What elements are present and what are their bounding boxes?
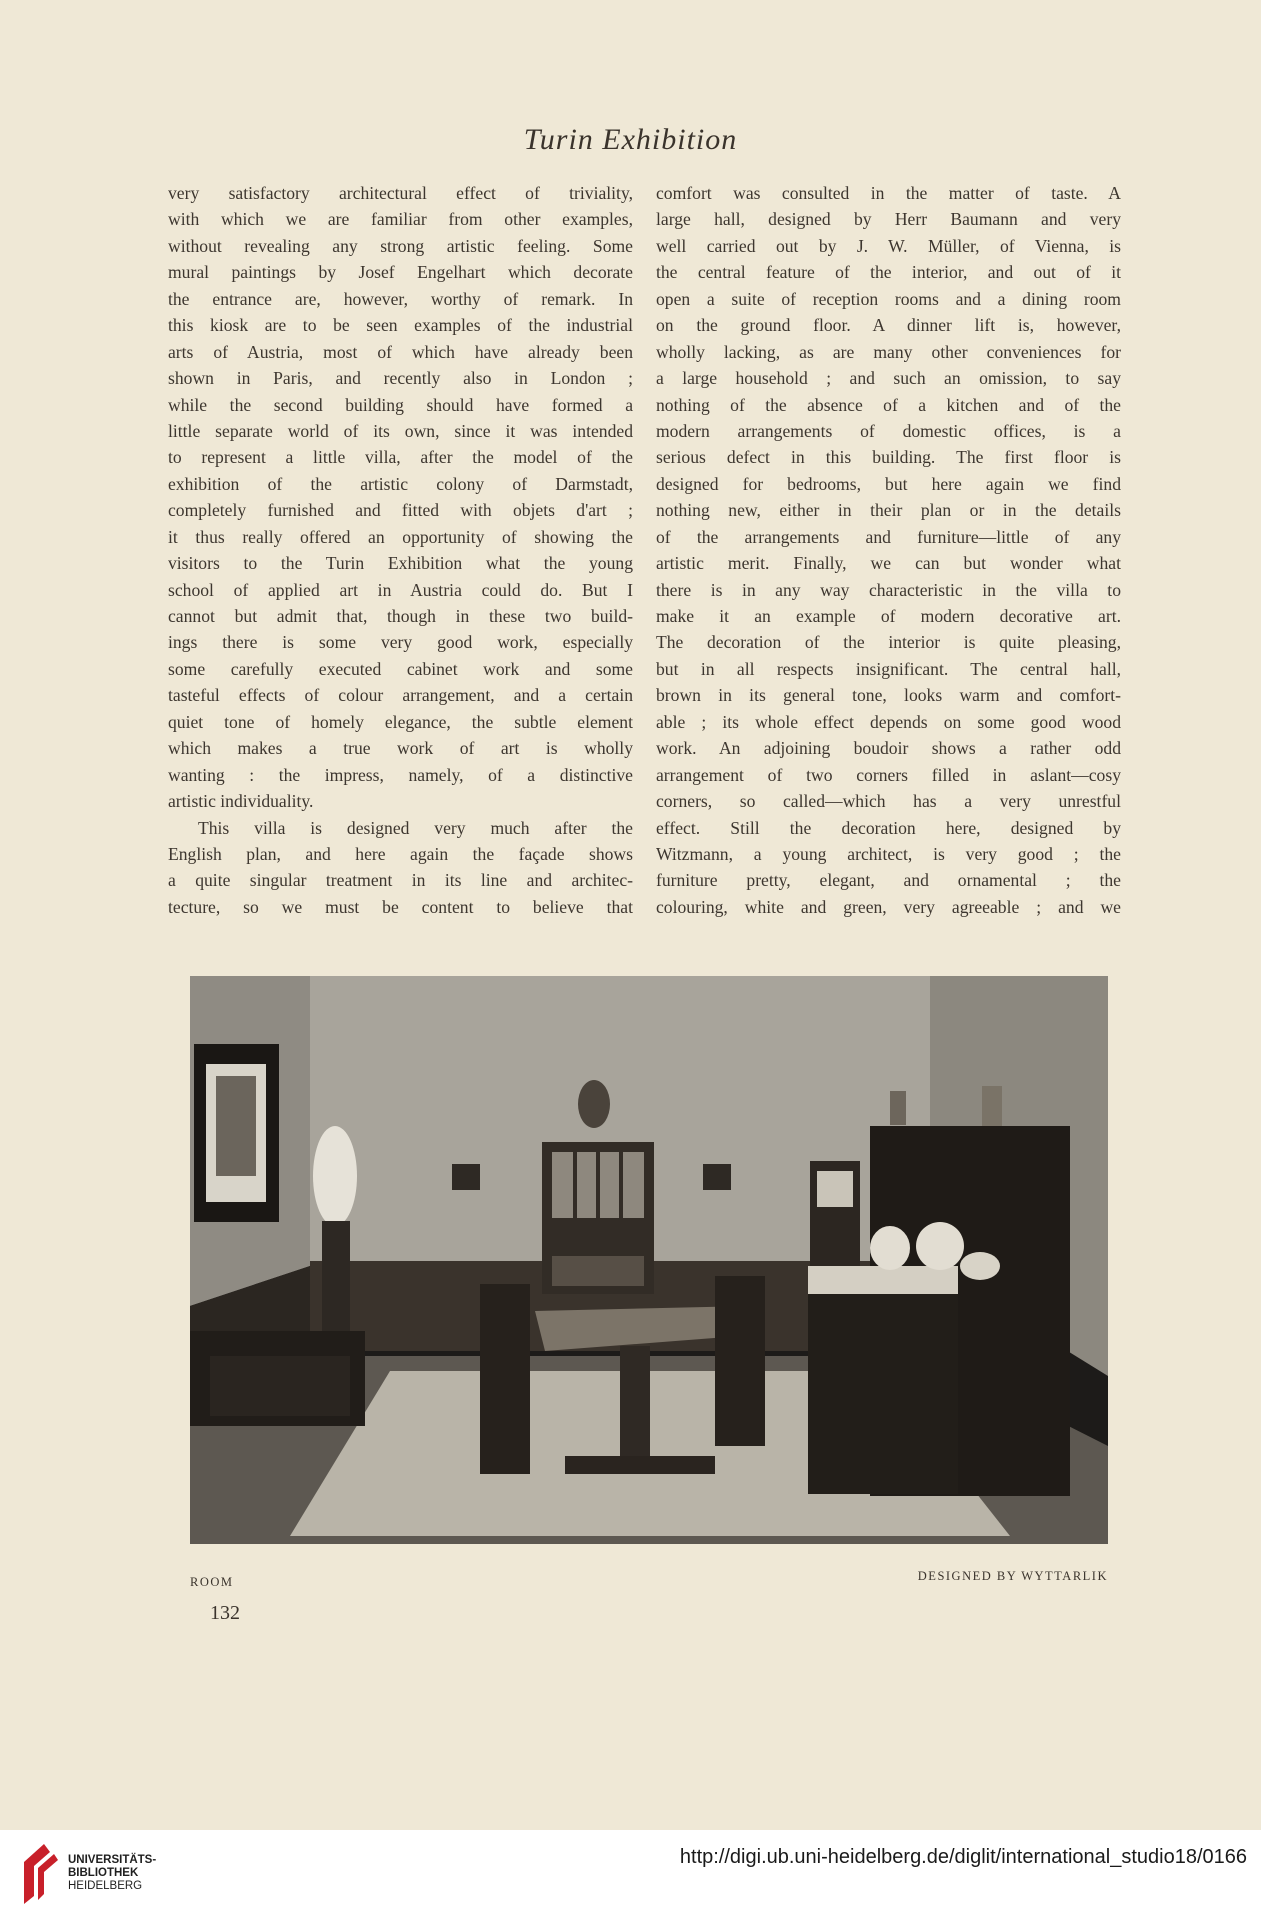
text-line: which makes a true work of art is wholly xyxy=(168,738,633,759)
text-line: arts of Austria, most of which have already been xyxy=(168,341,633,362)
library-name xyxy=(68,1854,156,1893)
text-line: This villa is designed very much after the xyxy=(198,817,633,838)
text-line: the central feature of the interior, and out of it xyxy=(656,262,1121,283)
text-line: a quite singular treatment in its line and architec- xyxy=(168,870,633,891)
text-line: able ; its whole effect depends on some good wood xyxy=(656,711,1121,732)
text-line: without revealing any strong artistic feeling. Some xyxy=(168,235,633,256)
text-line: nothing new, either in their plan or in the details xyxy=(656,500,1121,521)
text-line: cannot but admit that, though in these two build- xyxy=(168,606,633,626)
text-line: ings there is some very good work, especially xyxy=(168,632,633,653)
text-line: make it an example of modern decorative art. xyxy=(656,606,1121,626)
text-line: this kiosk are to be seen examples of the industrial xyxy=(168,315,633,336)
text-line: little separate world of its own, since it was intended xyxy=(168,420,633,441)
text-line: designed for bedrooms, but here again we find xyxy=(656,473,1121,494)
text-line: work. An adjoining boudoir shows a rather odd xyxy=(656,738,1121,759)
figure-caption-right: DESIGNED BY WYTTARLIK xyxy=(917,1569,1108,1583)
text-line: very satisfactory architectural effect of triviality, xyxy=(168,183,633,203)
text-line: large hall, designed by Herr Baumann and very xyxy=(656,209,1121,230)
text-line: furniture pretty, elegant, and ornamental ; the xyxy=(656,870,1121,891)
text-line: modern arrangements of domestic offices, is a xyxy=(656,420,1121,441)
text-line: comfort was consulted in the matter of taste. A xyxy=(656,183,1121,203)
text-line: a large household ; and such an omission, to say xyxy=(656,368,1121,389)
text-line: corners, so called—which has a very unrestful xyxy=(656,791,1121,812)
text-line: mural paintings by Josef Engelhart which decorate xyxy=(168,262,633,283)
text-line: brown in its general tone, looks warm and comfort- xyxy=(656,685,1121,706)
text-line: exhibition of the artistic colony of Darmstadt, xyxy=(168,473,633,494)
text-line: wholly lacking, as are many other conveniences for xyxy=(656,341,1121,362)
room-photograph xyxy=(190,976,1108,1544)
text-line: to represent a little villa, after the model of the xyxy=(168,447,633,468)
text-column-right xyxy=(656,180,1121,920)
text-line: some carefully executed cabinet work and some xyxy=(168,658,633,679)
text-line: artistic merit. Finally, we can but wonder what xyxy=(656,553,1121,574)
text-line: artistic individuality. xyxy=(168,791,314,812)
library-name-line1: UNIVERSITÄTS- xyxy=(68,1854,157,1866)
text-line: while the second building should have formed a xyxy=(168,394,633,415)
library-name-line2: BIBLIOTHEK xyxy=(68,1867,139,1879)
text-line: nothing of the absence of a kitchen and of the xyxy=(656,394,1121,415)
text-line: tecture, so we must be content to believe that xyxy=(168,896,633,917)
text-line: of the arrangements and furniture—little of any xyxy=(656,526,1121,547)
figure-caption-left: ROOM xyxy=(190,1575,234,1589)
text-line: on the ground floor. A dinner lift is, however, xyxy=(656,315,1121,336)
text-line: wanting : the impress, namely, of a distinctive xyxy=(168,764,633,785)
text-line: open a suite of reception rooms and a dining room xyxy=(656,288,1121,309)
page-number: 132 xyxy=(210,1602,240,1624)
text-line: but in all respects insignificant. The central hall, xyxy=(656,658,1121,679)
text-line: with which we are familiar from other examples, xyxy=(168,209,633,230)
text-line: completely furnished and fitted with objets d'art ; xyxy=(168,500,633,521)
text-line: English plan, and here again the façade shows xyxy=(168,843,633,864)
library-name-line3: HEIDELBERG xyxy=(68,1880,143,1892)
text-line: well carried out by J. W. Müller, of Vienna, is xyxy=(656,235,1121,256)
digitization-footer xyxy=(0,1830,1261,1920)
text-column-left xyxy=(168,180,633,920)
text-line: arrangement of two corners filled in aslant—cosy xyxy=(656,764,1121,785)
text-line: effect. Still the decoration here, designed by xyxy=(656,817,1121,838)
text-line: visitors to the Turin Exhibition what the young xyxy=(168,553,633,574)
text-line: serious defect in this building. The first floor is xyxy=(656,447,1121,468)
text-line: Witzmann, a young architect, is very good ; the xyxy=(656,843,1121,864)
text-line: colouring, white and green, very agreeable ; and we xyxy=(656,896,1121,917)
text-line: shown in Paris, and recently also in London ; xyxy=(168,368,633,389)
library-logo-icon xyxy=(14,1840,62,1910)
text-line: The decoration of the interior is quite pleasing, xyxy=(656,632,1121,653)
text-line: it thus really offered an opportunity of showing the xyxy=(168,526,633,547)
text-line: there is in any way characteristic in the villa to xyxy=(656,579,1121,600)
text-line: tasteful effects of colour arrangement, and a certain xyxy=(168,685,633,706)
text-line: school of applied art in Austria could do. But I xyxy=(168,579,633,600)
source-url-link[interactable]: http://digi.ub.uni-heidelberg.de/diglit/international_studio18/0166 xyxy=(679,1846,1247,1868)
running-title: Turin Exhibition xyxy=(523,123,738,156)
text-line: the entrance are, however, worthy of remark. In xyxy=(168,288,633,309)
text-line: quiet tone of homely elegance, the subtle element xyxy=(168,711,633,732)
